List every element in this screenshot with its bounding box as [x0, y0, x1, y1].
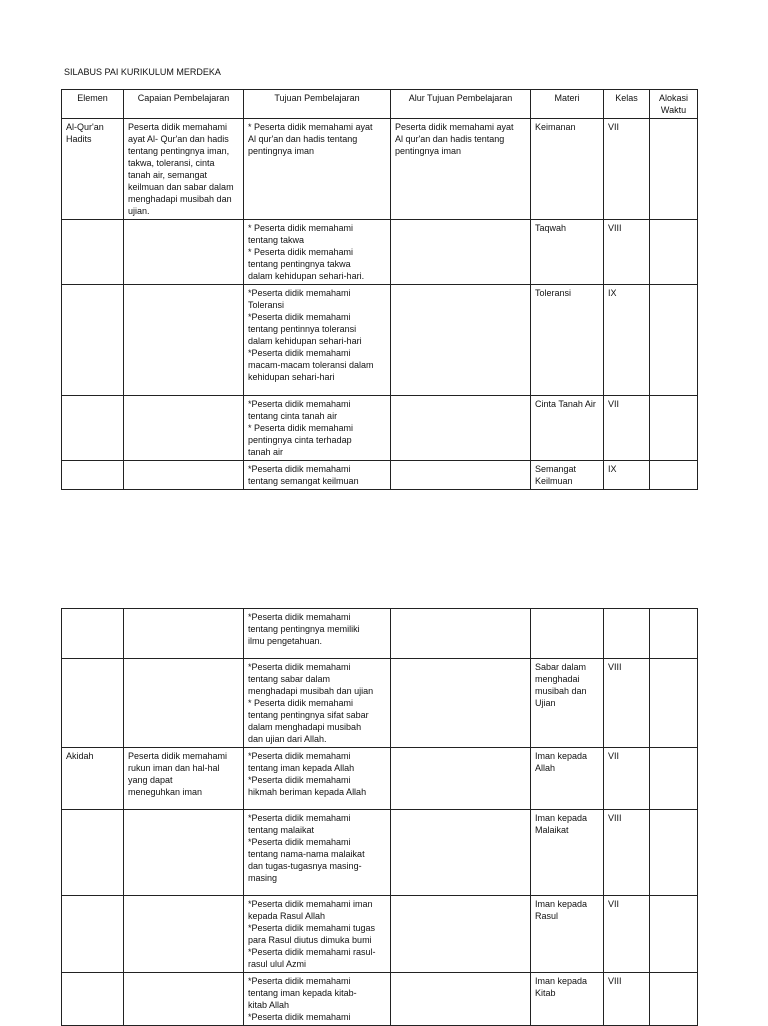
- cell-alokasi: [650, 220, 698, 285]
- cell-alokasi: [650, 285, 698, 396]
- table-row: [62, 461, 698, 490]
- cell-materi: Iman kepada Malaikat: [531, 810, 604, 896]
- cell-alokasi: [650, 659, 698, 748]
- cell-kelas: VII: [604, 896, 650, 973]
- cell-alur: [391, 896, 531, 973]
- cell-elemen: [62, 810, 124, 896]
- cell-tujuan: *Peserta didik memahami tentang iman kepada Allah *Peserta didik memahami hikmah beriman kepada Allah: [244, 748, 391, 810]
- table-row: [62, 659, 698, 748]
- cell-capaian: Peserta didik memahami ayat Al- Qur'an dan hadis tentang pentingnya iman, takwa, toleransi, cinta tanah air, semangat keilmuan dan sabar dalam menghadapi musibah dan ujian.: [124, 119, 244, 220]
- cell-alur: [391, 659, 531, 748]
- cell-materi: Sabar dalam menghadai musibah dan Ujian: [531, 659, 604, 748]
- cell-capaian: [124, 609, 244, 659]
- cell-tujuan: *Peserta didik memahami Toleransi *Peserta didik memahami tentang pentinnya toleransi dalam kehidupan sehari-hari *Peserta didik memahami macam-macam toleransi dalam kehidupan sehari-hari: [244, 285, 391, 396]
- cell-capaian: [124, 285, 244, 396]
- cell-tujuan: * Peserta didik memahami ayat Al qur'an dan hadis tentang pentingnya iman: [244, 119, 391, 220]
- cell-kelas: [604, 609, 650, 659]
- cell-alur: [391, 285, 531, 396]
- cell-alokasi: [650, 609, 698, 659]
- cell-capaian: [124, 896, 244, 973]
- table-row: [62, 396, 698, 461]
- cell-materi: Iman kepada Rasul: [531, 896, 604, 973]
- cell-alokasi: [650, 896, 698, 973]
- cell-kelas: VIII: [604, 973, 650, 1026]
- header-alur: Alur Tujuan Pembelajaran: [391, 90, 531, 119]
- cell-alur: [391, 810, 531, 896]
- cell-alur: [391, 748, 531, 810]
- cell-capaian: Peserta didik memahami rukun iman dan hal-hal yang dapat meneguhkan iman: [124, 748, 244, 810]
- cell-elemen: [62, 973, 124, 1026]
- cell-elemen: [62, 396, 124, 461]
- cell-elemen: [62, 461, 124, 490]
- cell-kelas: VIII: [604, 220, 650, 285]
- cell-tujuan: *Peserta didik memahami iman kepada Rasul Allah *Peserta didik memahami tugas para Rasul diutus dimuka bumi *Peserta didik memahami rasul- rasul ulul Azmi: [244, 896, 391, 973]
- cell-alokasi: [650, 748, 698, 810]
- cell-alokasi: [650, 810, 698, 896]
- header-tujuan: Tujuan Pembelajaran: [244, 90, 391, 119]
- header-capaian: Capaian Pembelajaran: [124, 90, 244, 119]
- cell-alokasi: [650, 396, 698, 461]
- cell-tujuan: *Peserta didik memahami tentang iman kepada kitab- kitab Allah *Peserta didik memahami: [244, 973, 391, 1026]
- table-row: [62, 285, 698, 396]
- header-materi: Materi: [531, 90, 604, 119]
- header-elemen: Elemen: [62, 90, 124, 119]
- table-row: [62, 973, 698, 1026]
- table-row: [62, 220, 698, 285]
- cell-capaian: [124, 810, 244, 896]
- cell-capaian: [124, 659, 244, 748]
- cell-elemen: Al-Qur'an Hadits: [62, 119, 124, 220]
- cell-alokasi: [650, 119, 698, 220]
- cell-alokasi: [650, 973, 698, 1026]
- cell-tujuan: *Peserta didik memahami tentang cinta tanah air * Peserta didik memahami pentingnya cinta terhadap tanah air: [244, 396, 391, 461]
- cell-materi: Iman kepada Allah: [531, 748, 604, 810]
- cell-materi: Taqwah: [531, 220, 604, 285]
- table-header-row: [62, 90, 698, 119]
- cell-alur: Peserta didik memahami ayat Al qur'an dan hadis tentang pentingnya iman: [391, 119, 531, 220]
- cell-materi: [531, 609, 604, 659]
- cell-elemen: [62, 659, 124, 748]
- cell-kelas: VII: [604, 748, 650, 810]
- document-title: SILABUS PAI KURIKULUM MERDEKA: [64, 67, 221, 77]
- cell-kelas: VII: [604, 119, 650, 220]
- cell-elemen: [62, 896, 124, 973]
- header-alokasi: Alokasi Waktu: [650, 90, 698, 119]
- cell-elemen: Akidah: [62, 748, 124, 810]
- cell-alur: [391, 973, 531, 1026]
- cell-alur: [391, 396, 531, 461]
- table-row: [62, 609, 698, 659]
- cell-capaian: [124, 461, 244, 490]
- cell-tujuan: *Peserta didik memahami tentang malaikat *Peserta didik memahami tentang nama-nama malaikat dan tugas-tugasnya masing- masing: [244, 810, 391, 896]
- cell-alokasi: [650, 461, 698, 490]
- cell-tujuan: *Peserta didik memahami tentang pentingnya memiliki ilmu pengetahuan.: [244, 609, 391, 659]
- table-row: [62, 748, 698, 810]
- cell-materi: Keimanan: [531, 119, 604, 220]
- cell-alur: [391, 609, 531, 659]
- cell-tujuan: *Peserta didik memahami tentang sabar dalam menghadapi musibah dan ujian * Peserta didik memahami tentang pentingnya sifat sabar dalam menghadapi musibah dan ujian dari Allah.: [244, 659, 391, 748]
- cell-tujuan: * Peserta didik memahami tentang takwa * Peserta didik memahami tentang pentingnya takwa dalam kehidupan sehari-hari.: [244, 220, 391, 285]
- cell-alur: [391, 461, 531, 490]
- cell-tujuan: *Peserta didik memahami tentang semangat keilmuan: [244, 461, 391, 490]
- cell-elemen: [62, 220, 124, 285]
- cell-kelas: IX: [604, 285, 650, 396]
- cell-kelas: VIII: [604, 659, 650, 748]
- cell-alur: [391, 220, 531, 285]
- syllabus-table-page-2: [61, 608, 698, 1026]
- cell-kelas: VIII: [604, 810, 650, 896]
- header-kelas: Kelas: [604, 90, 650, 119]
- table-row: [62, 810, 698, 896]
- cell-materi: Iman kepada Kitab: [531, 973, 604, 1026]
- cell-materi: Semangat Keilmuan: [531, 461, 604, 490]
- cell-materi: Cinta Tanah Air: [531, 396, 604, 461]
- cell-kelas: IX: [604, 461, 650, 490]
- cell-materi: Toleransi: [531, 285, 604, 396]
- cell-kelas: VII: [604, 396, 650, 461]
- cell-capaian: [124, 220, 244, 285]
- syllabus-table-page-1: [61, 89, 698, 490]
- cell-elemen: [62, 609, 124, 659]
- cell-elemen: [62, 285, 124, 396]
- cell-capaian: [124, 973, 244, 1026]
- cell-capaian: [124, 396, 244, 461]
- table-row: [62, 896, 698, 973]
- table-row: [62, 119, 698, 220]
